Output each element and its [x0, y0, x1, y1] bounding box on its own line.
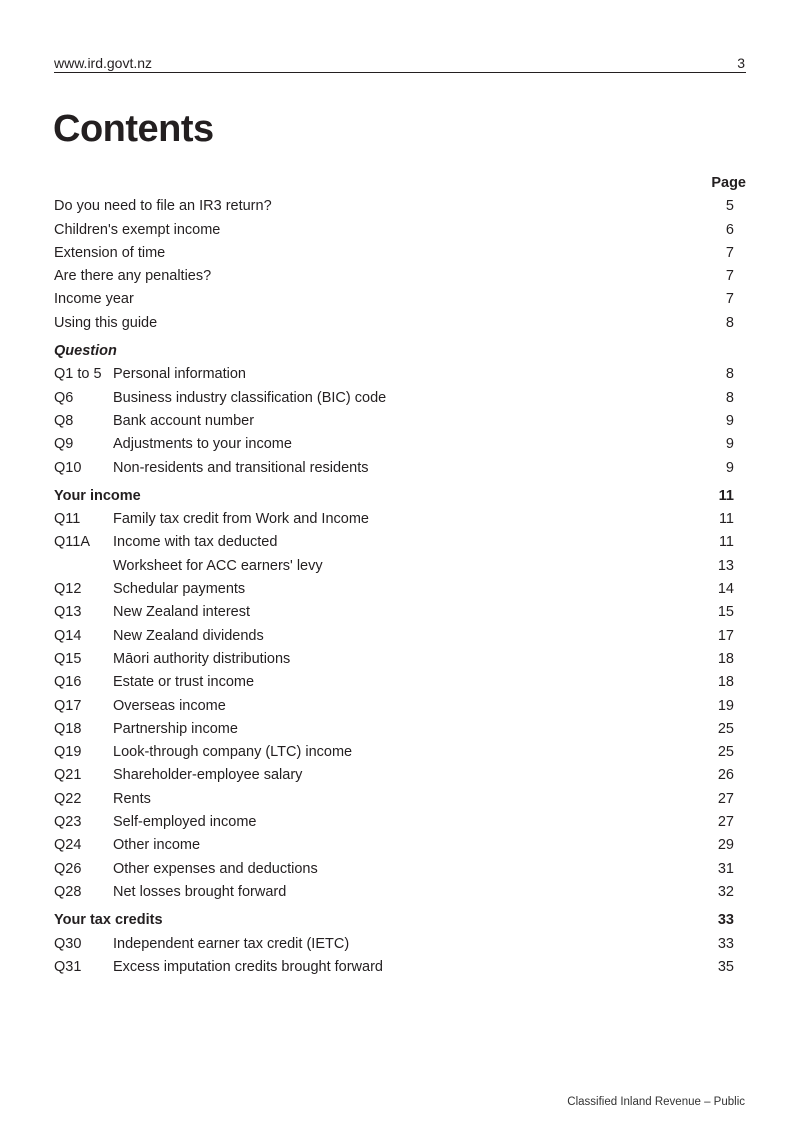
question-number: Q12 [54, 581, 82, 598]
question-number: Q30 [54, 935, 82, 952]
question-number: Q24 [54, 837, 82, 854]
toc-entry[interactable]: Do you need to file an IR3 return? 5 [54, 198, 734, 215]
toc-entry[interactable]: Q8 Bank account number 9 [54, 410, 746, 433]
page-title: Contents [53, 108, 214, 150]
website-url[interactable]: www.ird.govt.nz [54, 55, 153, 71]
toc-entry[interactable]: Q17 Overseas income 19 [54, 695, 746, 718]
classification-footer: Classified Inland Revenue – Public [567, 1096, 745, 1108]
toc-entry[interactable]: Q11 Family tax credit from Work and Income 11 [54, 508, 746, 531]
page-column-label: Page [711, 175, 746, 191]
toc-entry[interactable]: Q30 Independent earner tax credit (IETC) 33 [54, 933, 746, 956]
toc-entry[interactable]: Q11A Income with tax deducted 11 [54, 531, 746, 554]
running-header [54, 54, 746, 73]
question-number: Q13 [54, 604, 82, 621]
question-number: Q9 [54, 436, 74, 453]
toc-entry[interactable]: Q15 Māori authority distributions 18 [54, 648, 746, 671]
question-number: Q17 [54, 697, 82, 714]
toc-entry[interactable]: Q9 Adjustments to your income 9 [54, 433, 746, 456]
question-number: Q1 to 5 [54, 366, 102, 383]
question-number: Q23 [54, 814, 82, 831]
table-of-contents [54, 172, 746, 979]
question-number: Q28 [54, 883, 82, 900]
toc-entry[interactable]: Q23 Self-employed income 27 [54, 811, 746, 834]
question-number: Q10 [54, 459, 82, 476]
toc-entry[interactable]: Q14 New Zealand dividends 17 [54, 625, 746, 648]
toc-entry[interactable]: Q6 Business industry classification (BIC) code 8 [54, 387, 746, 410]
question-number: Q26 [54, 860, 82, 877]
toc-entry[interactable]: Q19 Look-through company (LTC) income 25 [54, 741, 746, 764]
toc-entry[interactable]: Worksheet for ACC earners' levy 13 [113, 557, 734, 574]
toc-entry[interactable]: Q18 Partnership income 25 [54, 718, 746, 741]
question-number: Q14 [54, 627, 82, 644]
question-number: Q11A [54, 534, 91, 551]
page-number: 3 [737, 55, 745, 71]
question-number: Q11 [54, 511, 81, 528]
question-number: Q31 [54, 958, 82, 975]
question-number: Q15 [54, 650, 82, 667]
question-number: Q6 [54, 389, 74, 406]
toc-entry[interactable]: Q28 Net losses brought forward 32 [54, 881, 746, 904]
toc-entry[interactable]: Q13 New Zealand interest 15 [54, 601, 746, 624]
page-column-header [54, 172, 746, 195]
toc-entry[interactable]: Q22 Rents 27 [54, 788, 746, 811]
question-number: Q19 [54, 744, 82, 761]
toc-entry[interactable]: Q21 Shareholder-employee salary 26 [54, 764, 746, 787]
toc-entry[interactable]: Q12 Schedular payments 14 [54, 578, 746, 601]
toc-entry[interactable]: Q10 Non-residents and transitional residents 9 [54, 457, 746, 480]
question-number: Q8 [54, 412, 74, 429]
toc-entry[interactable]: Income year 7 [54, 291, 734, 308]
toc-entry[interactable]: Children's exempt income 6 [54, 221, 734, 238]
question-column-heading: Question [54, 343, 117, 360]
toc-entry[interactable]: Using this guide 8 [54, 314, 734, 331]
toc-entry[interactable]: Extension of time 7 [54, 244, 734, 261]
toc-entry[interactable]: Q31 Excess imputation credits brought forward 35 [54, 956, 746, 979]
toc-entry[interactable]: Q26 Other expenses and deductions 31 [54, 858, 746, 881]
question-number: Q16 [54, 674, 82, 691]
toc-entry[interactable]: Q1 to 5 Personal information 8 [54, 363, 746, 386]
question-number: Q21 [54, 767, 82, 784]
question-number: Q22 [54, 790, 82, 807]
section-heading-your-tax-credits[interactable]: Your tax credits 33 [54, 912, 734, 929]
toc-entry[interactable]: Q16 Estate or trust income 18 [54, 671, 746, 694]
toc-entry[interactable]: Q24 Other income 29 [54, 834, 746, 857]
question-number: Q18 [54, 720, 82, 737]
toc-entry[interactable]: Are there any penalties? 7 [54, 268, 734, 285]
section-heading-your-income[interactable]: Your income 11 [54, 487, 734, 504]
